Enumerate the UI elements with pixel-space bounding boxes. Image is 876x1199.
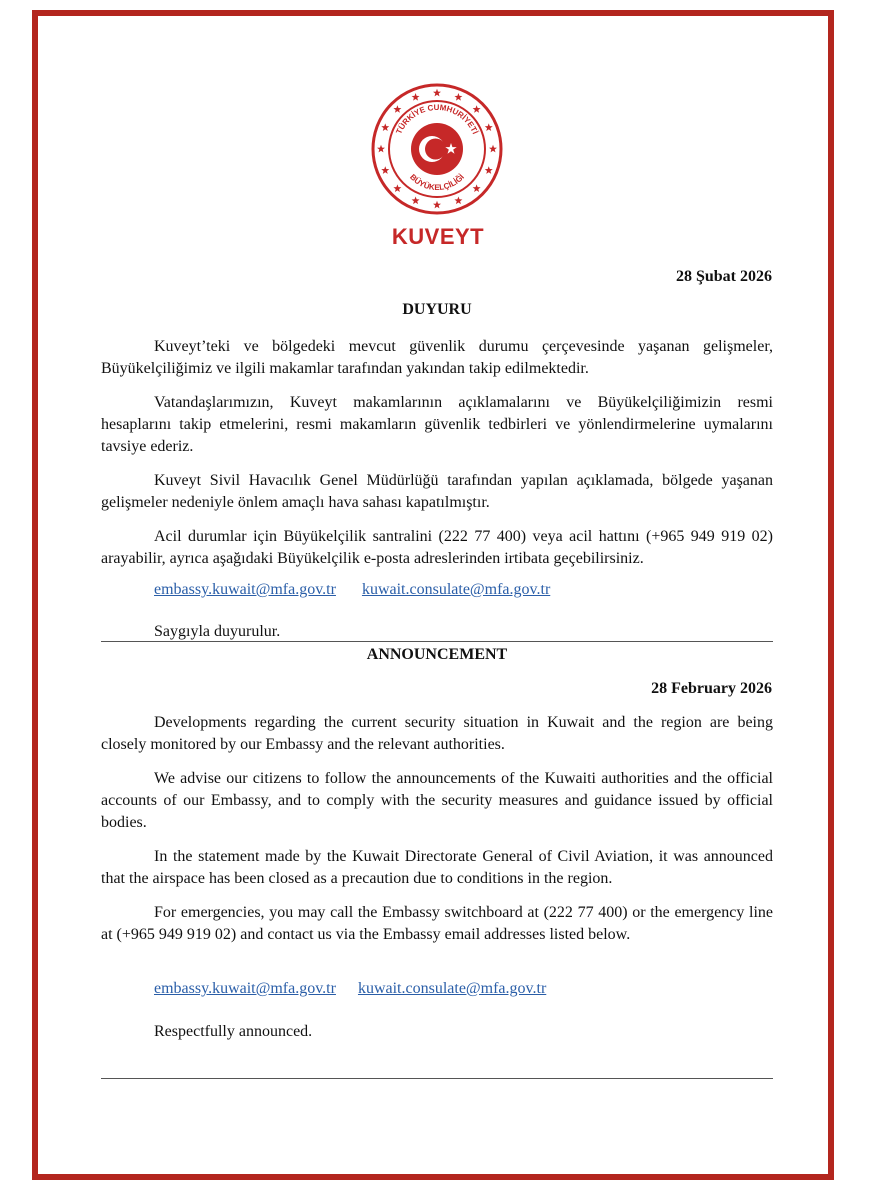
emblem-star-icon <box>485 166 493 174</box>
english-heading: ANNOUNCEMENT <box>366 646 508 663</box>
english-date: 28 February 2026 <box>651 680 772 697</box>
emblem-star-icon <box>433 201 441 209</box>
emblem-star-icon <box>473 184 481 192</box>
english-paragraph-2: We advise our citizens to follow the announcements of the Kuwaiti authorities and the official accounts of our Embassy, and to comply with the security measures and guidance issued by official bodies. <box>101 770 773 831</box>
english-paragraph-1: Developments regarding the current security situation in Kuwait and the region are being closely monitored by our Embassy and the relevant authorities. <box>101 714 773 753</box>
embassy-email-link-tr[interactable]: embassy.kuwait@mfa.gov.tr <box>154 581 336 598</box>
emblem-star-icon <box>381 166 389 174</box>
turkish-paragraph-2: Vatandaşlarımızın, Kuveyt makamlarının açıklamalarını ve Büyükelçiliğimizin resmi hesaplarını takip etmelerini, resmi makamların güvenlik tedbirleri ve yönlendirmelerine uymalarını tavsiye ederiz. <box>101 394 773 455</box>
emblem-star-icon <box>393 184 401 192</box>
english-paragraph-3: In the statement made by the Kuwait Directorate General of Civil Aviation, it was announced that the airspace has been closed as a precaution due to conditions in the region. <box>101 848 773 887</box>
country-title: KUVEYT <box>391 224 485 249</box>
turkish-paragraph-1: Kuveyt’teki ve bölgedeki mevcut güvenlik durumu çerçevesinde yaşanan gelişmeler, Büyükelçiliğimiz ve ilgili makamlar tarafından yakından takip edilmektedir. <box>101 338 773 377</box>
turkish-email-links <box>154 581 550 599</box>
emblem-star-icon <box>381 123 389 131</box>
turkish-paragraph-3: Kuveyt Sivil Havacılık Genel Müdürlüğü tarafından yapılan açıklamada, bölgede yaşanan gelişmeler nedeniyle önlem amaçlı hava sahası kapatılmıştır. <box>101 472 773 511</box>
emblem-bottom-text: BÜYÜKELÇİLİĞİ <box>408 172 466 193</box>
emblem-star-icon <box>433 89 441 97</box>
emblem-star-icon <box>377 145 385 153</box>
turkish-paragraph-4: Acil durumlar için Büyükelçilik santralini (222 77 400) veya acil hattını (+965 949 919 02) arayabilir, ayrıca aşağıdaki Büyükelçilik e-posta adreslerinden irtibata geçebilirsiniz. <box>101 528 773 567</box>
emblem-star-icon <box>454 197 462 205</box>
emblem-star-icon <box>412 197 420 205</box>
emblem-star-icon <box>454 93 462 101</box>
turkish-heading: DUYURU <box>402 301 472 318</box>
embassy-email-link-en[interactable]: embassy.kuwait@mfa.gov.tr <box>154 980 336 997</box>
turkish-date: 28 Şubat 2026 <box>675 268 772 285</box>
turkish-closing: Saygıyla duyurulur. <box>154 623 281 640</box>
consulate-email-link-tr[interactable]: kuwait.consulate@mfa.gov.tr <box>361 581 551 598</box>
emblem-top-text: TÜRKİYE CUMHURİYETİ <box>394 102 480 136</box>
bottom-rule <box>101 1078 773 1079</box>
english-closing: Respectfully announced. <box>154 1023 313 1040</box>
english-paragraph-4: For emergencies, you may call the Embassy switchboard at (222 77 400) or the emergency line at (+965 949 919 02) and contact us via the Embassy email addresses listed below. <box>101 904 773 943</box>
emblem-star-icon <box>393 105 401 113</box>
svg-text:BÜYÜKELÇİLİĞİ <box>408 172 466 192</box>
section-divider <box>101 641 773 642</box>
emblem-star-icon <box>412 93 420 101</box>
emblem-star-icon <box>473 105 481 113</box>
embassy-emblem <box>370 82 504 216</box>
consulate-email-link-en[interactable]: kuwait.consulate@mfa.gov.tr <box>357 980 547 997</box>
english-email-links <box>154 980 546 998</box>
emblem-star-icon <box>489 145 497 153</box>
emblem-star-icon <box>485 123 493 131</box>
